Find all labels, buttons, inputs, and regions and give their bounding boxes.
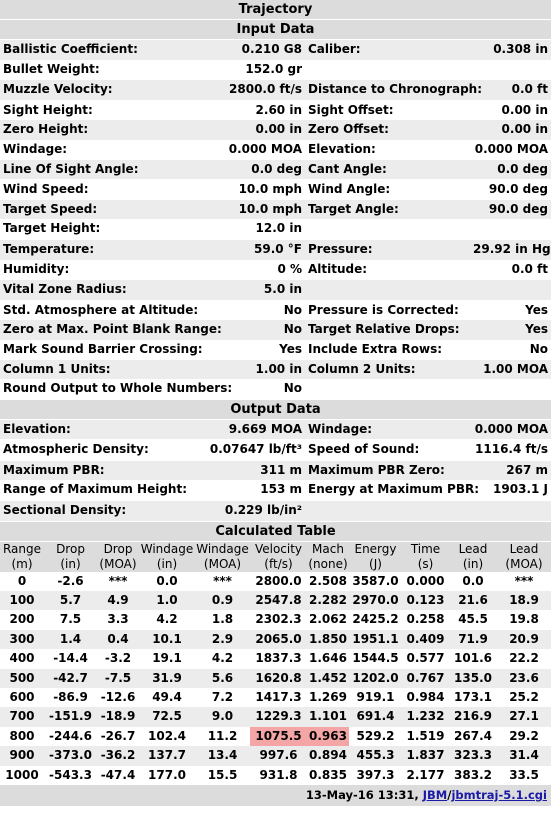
column-header: Time [410, 541, 441, 556]
column-header: (none) [308, 556, 348, 571]
table-cell: 0.0 [462, 573, 484, 588]
table-header-row [0, 557, 551, 572]
table-cell: 2547.8 [255, 593, 302, 608]
field-value: 0.0 ft [511, 82, 548, 97]
table-cell: 383.2 [454, 767, 492, 782]
field-label: Pressure: [308, 241, 373, 256]
table-cell: 137.7 [148, 748, 186, 763]
field-value: 1.00 MOA [483, 361, 548, 376]
table-cell: 1.4 [59, 631, 82, 646]
table-cell: 31.4 [509, 748, 539, 763]
table-cell: 997.6 [259, 748, 298, 763]
field-row [0, 301, 551, 321]
table-cell: 0.835 [309, 767, 347, 782]
table-cell: 1202.0 [352, 670, 399, 685]
jbm-link[interactable]: JBM [422, 787, 448, 802]
table-cell: -543.3 [49, 767, 92, 782]
field-row [0, 280, 551, 300]
input-data-header: Input Data [0, 20, 551, 40]
table-cell: 3587.0 [352, 573, 399, 588]
table-cell: 1.646 [309, 651, 347, 666]
footer [0, 785, 551, 806]
table-cell: 135.0 [454, 670, 492, 685]
table-cell: 102.4 [148, 728, 186, 743]
field-value [470, 219, 551, 239]
field-value: 1903.1 J [493, 482, 548, 497]
field-label: Wind Speed: [3, 182, 89, 197]
table-cell: 2.508 [309, 573, 347, 588]
field-value: 1.00 in [255, 361, 302, 376]
calculated-table-header: Calculated Table [0, 522, 551, 542]
table-cell: 177.0 [148, 767, 186, 782]
table-cell: 267.4 [454, 728, 492, 743]
table-row [0, 746, 551, 765]
table-cell: 2800.0 [255, 573, 302, 588]
field-value: 0.00 in [501, 122, 548, 137]
field-label: Target Height: [3, 221, 101, 236]
table-cell: -7.5 [104, 670, 132, 685]
table-cell: 0.4 [107, 631, 129, 646]
field-value: 5.0 in [263, 282, 302, 297]
field-label: Windage: [308, 421, 373, 436]
table-cell: -3.2 [104, 651, 132, 666]
table-cell: 33.5 [509, 767, 539, 782]
table-row [0, 649, 551, 668]
field-label: Target Angle: [308, 201, 399, 216]
table-cell: 2065.0 [255, 631, 302, 646]
field-value [470, 280, 551, 300]
field-row [0, 101, 551, 121]
table-cell: -18.9 [100, 709, 136, 724]
table-cell: 0.894 [309, 748, 347, 763]
field-value: 311 m [260, 462, 302, 477]
table-cell: 173.1 [454, 690, 492, 704]
table-cell: 0 [17, 573, 27, 588]
table-cell: 4.2 [156, 612, 178, 627]
field-label: Target Relative Drops: [308, 322, 460, 337]
footer-date: 13-May-16 13:31, [305, 787, 423, 802]
field-label: Target Speed: [3, 201, 98, 216]
input-data-section [0, 40, 551, 400]
field-value: 12.0 in [255, 221, 302, 236]
field-label: Column 2 Units: [308, 361, 416, 376]
table-cell: 600 [9, 690, 35, 704]
output-data-section [0, 420, 551, 522]
table-row [0, 591, 551, 610]
table-cell: 800 [9, 728, 35, 743]
field-value: 0.000 MOA [474, 141, 548, 156]
field-label: Temperature: [3, 241, 95, 256]
table-cell: -42.7 [53, 670, 88, 685]
table-cell: 1.8 [211, 612, 234, 627]
table-cell: 15.5 [207, 767, 238, 782]
field-row [0, 340, 551, 360]
field-group [0, 440, 551, 460]
table-cell: 0.767 [406, 670, 445, 685]
field-value: 59.0 °F [254, 241, 302, 256]
table-cell: 900 [9, 748, 35, 763]
column-header: (in) [60, 556, 81, 571]
table-cell: 21.6 [458, 593, 488, 608]
field-row [0, 140, 551, 160]
table-cell: 22.2 [509, 651, 539, 666]
table-cell: 700 [9, 709, 35, 724]
table-cell: 1417.3 [255, 690, 302, 704]
field-row [0, 180, 551, 200]
table-cell: 20.9 [509, 631, 539, 646]
field-label: Maximum PBR Zero: [308, 462, 445, 477]
column-header: (MOA) [203, 556, 242, 571]
table-cell: 0.577 [406, 651, 445, 666]
table-cell: -36.2 [100, 748, 136, 763]
table-cell: 0.409 [406, 631, 445, 646]
column-header: (J) [369, 556, 382, 571]
column-header: Lead [509, 541, 539, 556]
field-label: Wind Angle: [308, 182, 391, 197]
table-cell: 5.7 [59, 593, 82, 608]
field-label: Zero Height: [3, 122, 89, 137]
field-value: No [283, 322, 302, 337]
table-cell: 919.1 [356, 690, 395, 704]
table-cell: 1.232 [406, 709, 445, 724]
field-value: 0.210 G8 [241, 42, 302, 56]
table-cell: *** [514, 573, 534, 588]
field-value: 0.308 in [493, 42, 548, 56]
field-label: Include Extra Rows: [308, 341, 443, 356]
column-header: Mach [312, 541, 344, 556]
field-value: 0.07647 lb/ft³ [209, 442, 302, 457]
table-row [0, 669, 551, 688]
table-cell: 4.9 [107, 593, 129, 608]
field-value: Yes [279, 341, 302, 356]
table-cell: -86.9 [53, 690, 88, 704]
field-group [0, 280, 551, 300]
field-value: Yes [525, 302, 548, 317]
field-value: 0.00 in [501, 102, 548, 117]
table-cell: -14.4 [53, 651, 88, 666]
column-header: (in) [462, 556, 484, 571]
field-label: Windage: [3, 141, 68, 156]
field-group [0, 420, 551, 440]
field-value: 0.0 ft [511, 261, 548, 276]
field-value: 0.229 lb/in² [224, 503, 302, 518]
column-header: Windage [140, 541, 194, 556]
table-cell: 1.452 [309, 670, 347, 685]
table-cell: 7.2 [211, 690, 234, 704]
calculated-table [0, 542, 551, 785]
output-data-header: Output Data [0, 400, 551, 420]
table-cell: 455.3 [356, 748, 395, 763]
table-cell: 2.9 [211, 631, 234, 646]
table-cell: 1000 [5, 767, 39, 782]
field-label: Humidity: [3, 261, 70, 276]
field-label: Pressure is Corrected: [308, 302, 459, 317]
table-cell: 2.177 [406, 767, 445, 782]
field-label: Sight Offset: [308, 102, 394, 117]
table-row [0, 766, 551, 785]
field-row [0, 480, 551, 500]
field-row [0, 501, 551, 521]
table-cell: 200 [9, 612, 35, 627]
column-header: (m) [11, 556, 33, 571]
field-label [305, 280, 470, 300]
page-title: Trajectory [0, 0, 551, 20]
field-row [0, 120, 551, 140]
table-row [0, 688, 551, 707]
table-cell: 1.837 [406, 748, 445, 763]
table-cell: -244.6 [49, 728, 92, 743]
field-value: 2.60 in [255, 102, 302, 117]
table-cell: 101.6 [454, 651, 492, 666]
field-value [470, 501, 551, 521]
table-cell: 72.5 [152, 709, 182, 724]
table-cell: 31.9 [152, 670, 182, 685]
field-label: Maximum PBR: [3, 462, 105, 477]
column-header: Lead [458, 541, 488, 556]
table-cell: 1.0 [156, 593, 178, 608]
field-row [0, 379, 551, 399]
column-header: Range [2, 541, 42, 556]
field-value: No [283, 381, 302, 396]
field-row [0, 60, 551, 80]
table-cell: 45.5 [458, 612, 488, 627]
field-value: Yes [525, 322, 548, 337]
table-cell: 19.1 [152, 651, 182, 666]
column-header: Drop [103, 541, 133, 556]
field-value: 10.0 mph [238, 201, 302, 216]
field-value: 0.000 MOA [474, 421, 548, 436]
field-label: Speed of Sound: [308, 442, 420, 457]
field-group [0, 461, 551, 500]
field-group [0, 180, 551, 239]
table-cell: *** [213, 573, 232, 588]
table-row [0, 630, 551, 649]
table-cell: 2.062 [309, 612, 347, 627]
table-cell: 11.2 [207, 728, 238, 743]
field-value: 0 % [277, 261, 302, 276]
field-label: Caliber: [308, 42, 361, 56]
field-row [0, 200, 551, 220]
field-group [0, 80, 551, 100]
table-cell: 2970.0 [352, 593, 399, 608]
field-value: 2800.0 ft/s [229, 82, 302, 97]
table-cell: 500 [9, 670, 35, 685]
field-label: Ballistic Coefficient: [3, 42, 138, 56]
table-cell: 1837.3 [255, 651, 302, 666]
table-cell: 2425.2 [352, 612, 399, 627]
table-cell: 25.2 [509, 690, 539, 704]
table-cell: -2.6 [57, 573, 84, 588]
table-cell: 71.9 [458, 631, 488, 646]
table-cell: -373.0 [49, 748, 92, 763]
field-row [0, 360, 551, 380]
field-value: 153 m [260, 482, 302, 497]
table-cell: 10.1 [152, 631, 182, 646]
table-cell: 0.9 [211, 593, 234, 608]
table-cell: 23.6 [509, 670, 539, 685]
field-row [0, 80, 551, 100]
table-cell: 1620.8 [255, 670, 302, 685]
field-value: 9.669 MOA [228, 421, 302, 436]
field-label: Bullet Weight: [3, 61, 100, 76]
field-value: 0.00 in [255, 122, 302, 137]
field-label: Zero at Max. Point Blank Range: [3, 322, 222, 337]
field-label: Muzzle Velocity: [3, 82, 113, 97]
field-group [0, 101, 551, 179]
table-cell: 931.8 [259, 767, 298, 782]
column-header: (MOA) [99, 556, 137, 571]
table-cell: -47.4 [100, 767, 136, 782]
field-label: Range of Maximum Height: [3, 482, 188, 497]
table-row [0, 610, 551, 629]
field-label: Line Of Sight Angle: [3, 161, 139, 176]
table-cell: 1544.5 [352, 651, 399, 666]
table-cell: 0.0 [156, 573, 178, 588]
field-label: Zero Offset: [308, 122, 389, 137]
jbmtraj-link[interactable]: jbmtraj-5.1.cgi [451, 787, 547, 802]
field-value: 90.0 deg [488, 201, 548, 216]
table-cell: -12.6 [100, 690, 136, 704]
field-value: No [283, 302, 302, 317]
table-cell: 1229.3 [255, 709, 302, 724]
table-cell: -151.9 [49, 709, 92, 724]
table-cell: 4.2 [211, 651, 234, 666]
field-value: 0.000 MOA [228, 141, 302, 156]
field-row [0, 160, 551, 180]
field-value: 29.92 in Hg [473, 241, 551, 256]
field-row [0, 219, 551, 239]
field-group [0, 301, 551, 399]
table-cell: 7.5 [59, 612, 82, 627]
field-label: Altitude: [308, 261, 368, 276]
table-cell: -26.7 [100, 728, 136, 743]
field-label [305, 379, 470, 399]
field-row [0, 240, 551, 260]
table-cell: 5.6 [211, 670, 234, 685]
table-cell: 0.258 [406, 612, 445, 627]
field-row [0, 40, 551, 60]
table-cell: 27.1 [509, 709, 539, 724]
field-row [0, 320, 551, 340]
field-value: 0.0 deg [251, 161, 302, 176]
table-cell: 216.9 [454, 709, 492, 724]
table-cell: 0.963 [307, 727, 349, 746]
table-cell: 691.4 [356, 709, 395, 724]
table-cell: 49.4 [152, 690, 182, 704]
field-label: Round Output to Whole Numbers: [3, 381, 233, 396]
field-group [0, 501, 551, 521]
field-row [0, 420, 551, 440]
table-cell: 18.9 [509, 593, 539, 608]
table-cell: *** [108, 573, 128, 588]
field-label [305, 501, 470, 521]
field-value: 267 m [506, 462, 548, 477]
table-cell: 1.519 [406, 728, 445, 743]
column-header: Windage [196, 541, 249, 556]
column-header: (ft/s) [264, 556, 293, 571]
table-column-headers [0, 542, 551, 572]
table-cell: 397.3 [356, 767, 395, 782]
column-header: (in) [156, 556, 178, 571]
field-value: 0.0 deg [497, 161, 548, 176]
field-label: Mark Sound Barrier Crossing: [3, 341, 203, 356]
field-label: Sight Height: [3, 102, 93, 117]
table-header-row [0, 542, 551, 557]
table-cell: 1.101 [309, 709, 347, 724]
field-row [0, 461, 551, 481]
field-value: 152.0 gr [245, 61, 302, 76]
table-row [0, 707, 551, 726]
table-cell: 3.3 [107, 612, 129, 627]
field-label: Elevation: [308, 141, 376, 156]
table-cell: 400 [9, 651, 35, 666]
field-value: 90.0 deg [488, 182, 548, 197]
field-label [305, 60, 470, 80]
table-cell: 0.000 [406, 573, 445, 588]
column-header: (s) [417, 556, 434, 571]
column-header: Energy [354, 541, 397, 556]
table-cell: 19.8 [509, 612, 539, 627]
table-cell: 9.0 [211, 709, 234, 724]
table-cell: 13.4 [207, 748, 238, 763]
field-group [0, 40, 551, 79]
field-label: Energy at Maximum PBR: [308, 482, 479, 497]
table-cell: 323.3 [454, 748, 492, 763]
field-label: Sectional Density: [3, 503, 127, 518]
field-label: Distance to Chronograph: [308, 82, 483, 97]
table-cell: 29.2 [509, 728, 539, 743]
column-header: Velocity [254, 541, 303, 556]
field-value: No [529, 341, 548, 356]
table-cell: 100 [9, 593, 35, 608]
field-label: Column 1 Units: [3, 361, 111, 376]
field-value: 10.0 mph [238, 182, 302, 197]
field-label [305, 219, 470, 239]
table-cell: 1.850 [309, 631, 347, 646]
footer-slash: / [447, 787, 452, 802]
field-label: Cant Angle: [308, 161, 387, 176]
field-value [470, 379, 551, 399]
field-value: 1116.4 ft/s [475, 442, 548, 457]
table-body [0, 572, 551, 785]
table-cell: 300 [9, 631, 35, 646]
field-label: Vital Zone Radius: [3, 282, 127, 297]
table-row [0, 727, 551, 746]
table-cell: 1075.5 [250, 727, 307, 746]
table-cell: 2.282 [309, 593, 347, 608]
table-cell: 0.123 [406, 593, 445, 608]
column-header: Drop [56, 541, 85, 556]
field-label: Atmospheric Density: [3, 442, 149, 457]
table-cell: 0.984 [406, 690, 445, 704]
field-row [0, 260, 551, 280]
field-row [0, 440, 551, 460]
field-label: Std. Atmosphere at Altitude: [3, 302, 199, 317]
field-label: Elevation: [3, 421, 71, 436]
column-header: (MOA) [505, 556, 543, 571]
field-value [470, 60, 551, 80]
table-row [0, 572, 551, 591]
table-cell: 1951.1 [352, 631, 399, 646]
table-cell: 529.2 [356, 728, 395, 743]
table-cell: 2302.3 [255, 612, 302, 627]
table-cell: 1.269 [309, 690, 347, 704]
field-group [0, 240, 551, 279]
